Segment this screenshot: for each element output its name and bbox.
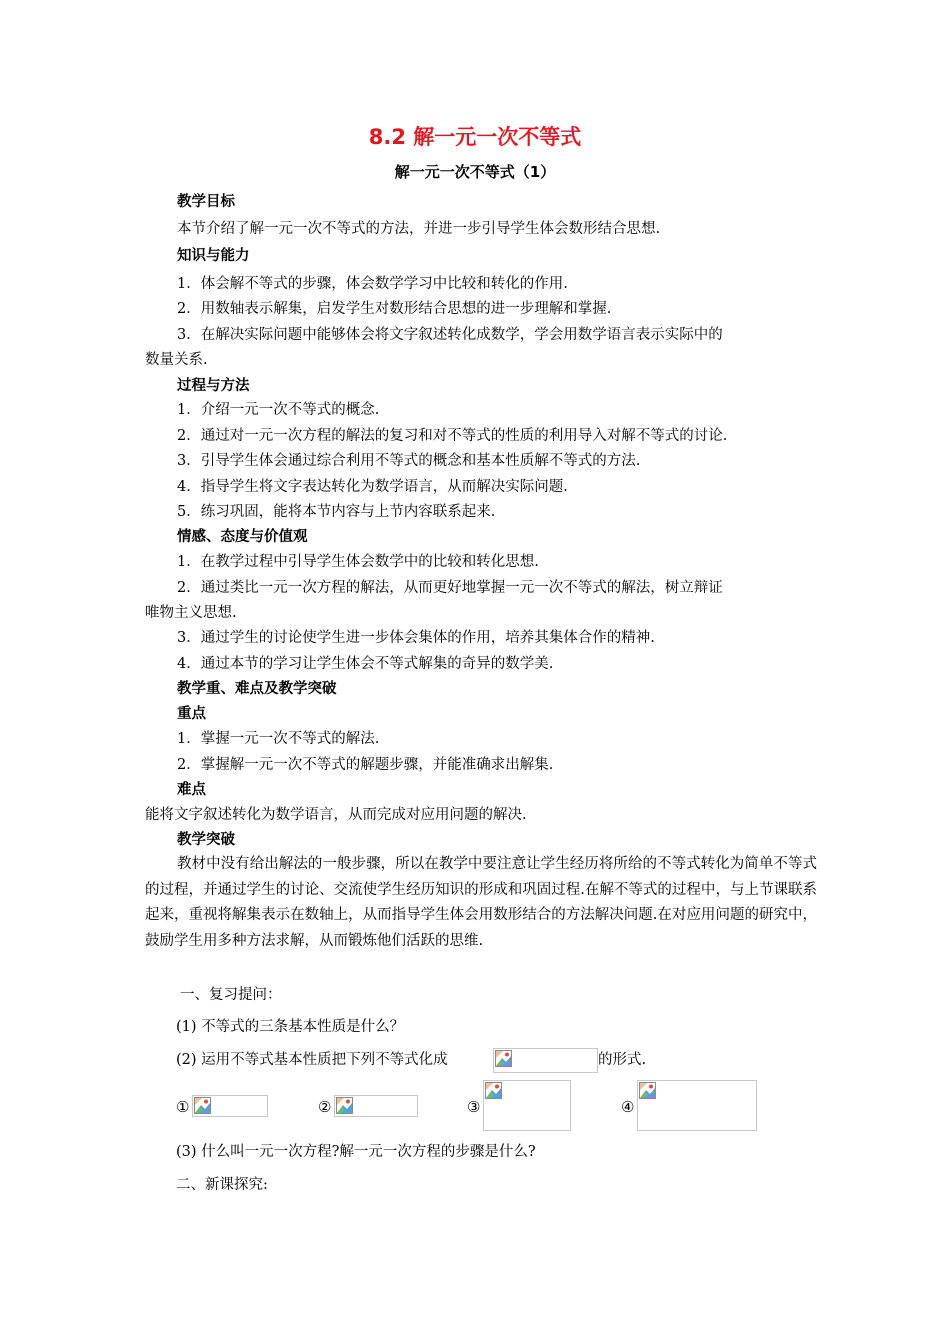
- formula-image-4: [637, 1080, 757, 1131]
- question-2-suffix: 的形式.: [598, 1052, 647, 1068]
- key-item-2: 2．掌握解一元一次不等式的解题步骤，并能准确求出解集.: [177, 757, 554, 773]
- key-item-1: 1．掌握一元一次不等式的解法.: [177, 731, 380, 747]
- section-new-lesson: 二、新课探究:: [176, 1177, 268, 1193]
- emotion-item-4: 4．通过本节的学习让学生体会不等式解集的奇异的数学美.: [177, 656, 554, 672]
- page-title: 8.2 解一元一次不等式: [368, 125, 582, 149]
- process-item-2: 2．通过对一元一次方程的解法的复习和对不等式的性质的利用导入对解不等式的讨论.: [177, 428, 728, 444]
- broken-image-icon: [336, 1097, 353, 1114]
- process-item-5: 5．练习巩固，能将本节内容与上节内容联系起来.: [177, 504, 496, 520]
- heading-key: 重点: [177, 706, 206, 722]
- breakthrough-text: 教材中没有给出解法的一般步骤，所以在教学中要注意让学生经历将所给的不等式转化为简单不等式的过程，并通过学生的讨论、交流使学生经历知识的形成和巩固过程.在解不等式的过程中，与上节课联系起来，重视将解集表示在数轴上，从而指导学生体会用数形结合的方法解决问题.在对应用问题的研究中，鼓励学生用多种方法求解，从而锻炼他们活跃的思维.: [145, 856, 817, 949]
- process-item-1: 1．介绍一元一次不等式的概念.: [177, 402, 380, 418]
- heading-difficulty: 难点: [177, 782, 206, 798]
- heading-knowledge: 知识与能力: [177, 248, 250, 264]
- item-marker-4: ④: [621, 1098, 635, 1116]
- process-item-4: 4．指导学生将文字表达转化为数学语言，从而解决实际问题.: [177, 479, 568, 495]
- knowledge-item-3-line-1: 3．在解决实际问题中能够体会将文字叙述转化成数学，学会用数学语言表示实际中的: [177, 327, 723, 343]
- difficulty-text: 能将文字叙述转化为数学语言，从而完成对应用问题的解决.: [145, 807, 527, 823]
- section-review: 一、复习提问：: [180, 987, 282, 1003]
- inline-formula-image: [493, 1048, 598, 1073]
- broken-image-icon: [485, 1082, 502, 1099]
- item-marker-2: ②: [318, 1098, 332, 1116]
- broken-image-icon: [639, 1082, 656, 1099]
- heading-breakthrough: 教学突破: [177, 832, 235, 848]
- knowledge-item-1: 1．体会解不等式的步骤，体会数学学习中比较和转化的作用.: [177, 276, 568, 292]
- emotion-item-2-line-2: 唯物主义思想.: [145, 605, 237, 621]
- question-2-prefix: (2) 运用不等式基本性质把下列不等式化成: [176, 1052, 448, 1068]
- knowledge-item-2: 2．用数轴表示解集，启发学生对数形结合思想的进一步理解和掌握.: [177, 301, 612, 317]
- question-3: (3) 什么叫一元一次方程?解一元一次方程的步骤是什么?: [176, 1144, 536, 1160]
- process-item-3: 3．引导学生体会通过综合利用不等式的概念和基本性质解不等式的方法.: [177, 453, 641, 469]
- broken-image-icon: [495, 1050, 512, 1067]
- heading-emotion: 情感、态度与价值观: [177, 529, 308, 545]
- emotion-item-1: 1．在教学过程中引导学生体会数学中的比较和转化思想.: [177, 554, 539, 570]
- emotion-item-3: 3．通过学生的讨论使学生进一步体会集体的作用，培养其集体合作的精神.: [177, 630, 655, 646]
- goal-text: 本节介绍了解一元一次不等式的方法，并进一步引导学生体会数形结合思想.: [177, 221, 661, 237]
- heading-key-difficulty: 教学重、难点及教学突破: [177, 681, 337, 697]
- knowledge-item-3-line-2: 数量关系.: [145, 352, 208, 368]
- item-marker-3: ③: [467, 1098, 481, 1116]
- page-subtitle: 解一元一次不等式（1）: [394, 163, 556, 181]
- question-1: (1) 不等式的三条基本性质是什么？: [176, 1019, 405, 1035]
- item-marker-1: ①: [176, 1098, 190, 1116]
- heading-teaching-goal: 教学目标: [177, 194, 235, 210]
- formula-image-2: [334, 1095, 418, 1117]
- heading-process: 过程与方法: [177, 378, 250, 394]
- broken-image-icon: [194, 1097, 211, 1114]
- formula-image-3: [483, 1080, 571, 1131]
- emotion-item-2-line-1: 2．通过类比一元一次方程的解法，从而更好地掌握一元一次不等式的解法，树立辩证: [177, 580, 723, 596]
- formula-image-1: [192, 1095, 268, 1117]
